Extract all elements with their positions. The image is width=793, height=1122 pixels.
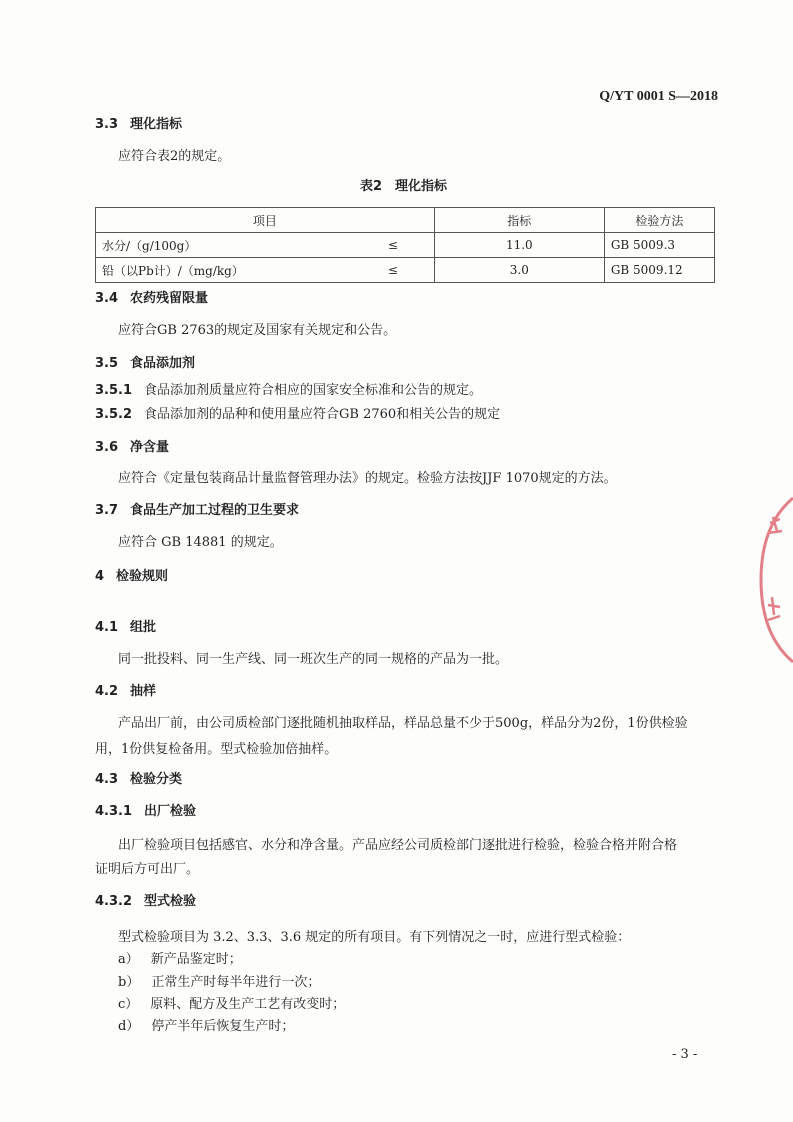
section-3-6-heading: 3.6 净含量 bbox=[95, 440, 170, 455]
section-4-2-heading: 4.2 抽样 bbox=[95, 684, 157, 699]
section-3-4-heading: 3.4 农药残留限量 bbox=[95, 291, 209, 306]
section-4-1-heading: 4.1 组批 bbox=[95, 620, 157, 635]
section-3-3-text: 应符合表2的规定。 bbox=[118, 149, 231, 164]
cell-method: GB 5009.12 bbox=[604, 258, 714, 283]
cell-method: GB 5009.3 bbox=[604, 233, 714, 258]
page-number: - 3 - bbox=[672, 1047, 698, 1062]
section-4-1-text: 同一批投料、同一生产线、同一班次生产的同一规格的产品为一批。 bbox=[118, 652, 509, 667]
section-3-5-2: 3.5.2 食品添加剂的品种和使用量应符合GB 2760和相关公告的规定 bbox=[95, 407, 501, 422]
section-4-3-1-heading: 4.3.1 出厂检验 bbox=[95, 804, 197, 819]
table-header-row bbox=[96, 208, 715, 233]
list-item: c） 原料、配方及生产工艺有改变时； bbox=[118, 997, 346, 1012]
table-row bbox=[96, 233, 715, 258]
section-3-3-heading: 3.3 理化指标 bbox=[95, 117, 183, 132]
section-3-5-heading: 3.5 食品添加剂 bbox=[95, 356, 196, 371]
cell-value: 3.0 bbox=[434, 258, 604, 283]
cell-item: 铅（以Pb计）/（mg/kg） bbox=[96, 258, 382, 283]
cell-op: ≤ bbox=[382, 233, 435, 258]
section-3-4-text: 应符合GB 2763的规定及国家有关规定和公告。 bbox=[118, 323, 397, 338]
section-3-5-1: 3.5.1 食品添加剂质量应符合相应的国家安全标准和公告的规定。 bbox=[95, 383, 483, 398]
section-3-7-text: 应符合 GB 14881 的规定。 bbox=[118, 535, 283, 550]
cell-item: 水分/（g/100g） bbox=[96, 233, 382, 258]
section-3-7-heading: 3.7 食品生产加工过程的卫生要求 bbox=[95, 503, 300, 518]
cell-value: 11.0 bbox=[434, 233, 604, 258]
cell-op: ≤ bbox=[382, 258, 435, 283]
header-method: 检验方法 bbox=[604, 208, 714, 233]
section-4-3-2-heading: 4.3.2 型式检验 bbox=[95, 894, 197, 909]
section-4-2-text-1: 产品出厂前，由公司质检部门逐批随机抽取样品，样品总量不少于500g，样品分为2份，1份供检验 bbox=[118, 716, 688, 731]
company-seal-stamp bbox=[758, 495, 793, 665]
list-item: d） 停产半年后恢复生产时； bbox=[118, 1019, 295, 1034]
table-row bbox=[96, 258, 715, 283]
header-value: 指标 bbox=[434, 208, 604, 233]
section-4-3-1-text-1: 出厂检验项目包括感官、水分和净含量。产品应经公司质检部门逐批进行检验，检验合格并附合格 bbox=[118, 838, 678, 853]
section-4-2-text-2: 用，1份供复检备用。型式检验加倍抽样。 bbox=[95, 742, 338, 757]
header-item: 项目 bbox=[96, 208, 435, 233]
table-caption: 表2 理化指标 bbox=[360, 179, 448, 194]
list-item: b） 正常生产时每半年进行一次； bbox=[118, 975, 321, 990]
section-4-3-heading: 4.3 检验分类 bbox=[95, 772, 183, 787]
section-4-heading: 4 检验规则 bbox=[95, 569, 169, 584]
section-3-6-text: 应符合《定量包装商品计量监督管理办法》的规定。检验方法按JJF 1070规定的方法。 bbox=[118, 471, 617, 486]
section-4-3-1-text-2: 证明后方可出厂。 bbox=[95, 862, 200, 877]
physicochemical-table bbox=[95, 207, 715, 283]
section-4-3-2-text: 型式检验项目为 3.2、3.3、3.6 规定的所有项目。有下列情况之一时，应进行型式检验： bbox=[118, 930, 631, 945]
list-item: a） 新产品鉴定时； bbox=[118, 952, 242, 967]
document-code: Q/YT 0001 S—2018 bbox=[599, 89, 718, 104]
